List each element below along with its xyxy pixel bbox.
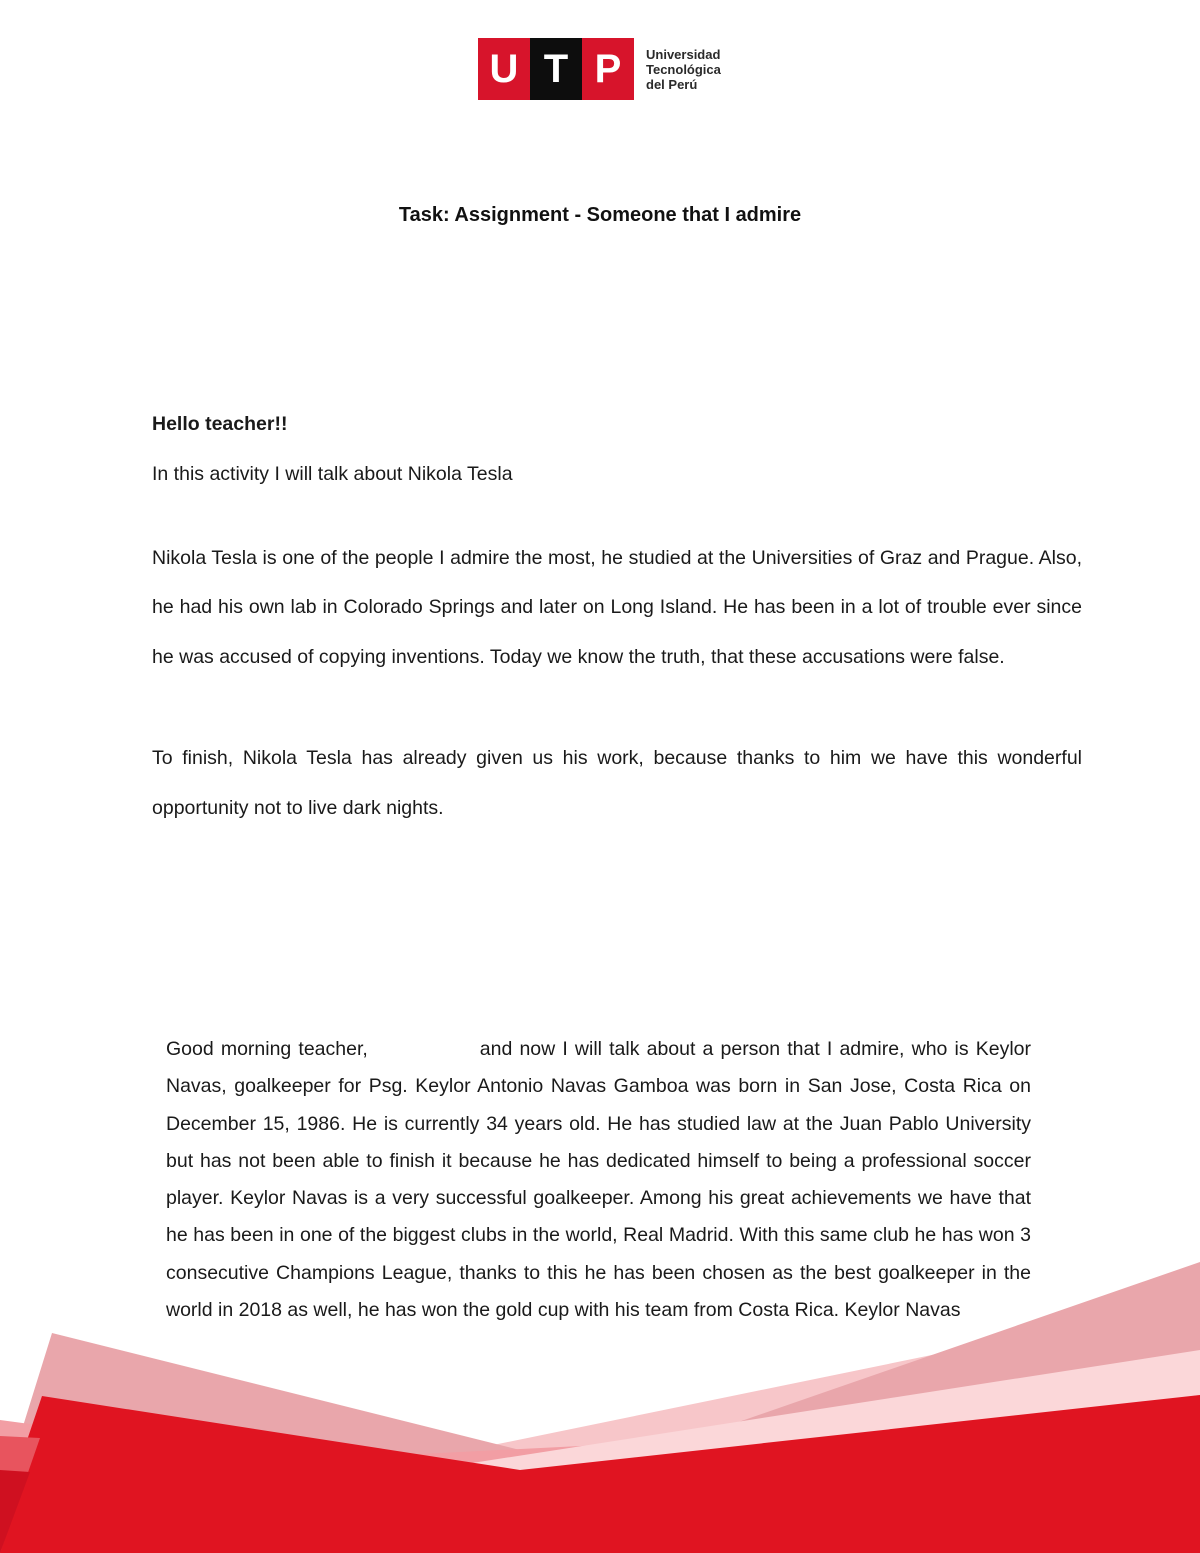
keylor-lead: Good morning teacher,	[166, 1038, 368, 1060]
greeting-heading: Hello teacher!!	[152, 413, 288, 435]
intro-line: In this activity I will talk about Nikola Tesla	[152, 463, 513, 485]
tesla-paragraph-1: Nikola Tesla is one of the people I admire the most, he studied at the Universities of Graz and Prague. Also, he had his own lab in Colorado Springs and later on Long Island. He has been in a lot of trouble ever since he was accused of copying inventions. Today we know the truth, that these accusations were false.	[152, 547, 1082, 668]
tesla-paragraph-2: To finish, Nikola Tesla has already given us his work, because thanks to him we have this wonderful opportunity not to live dark nights.	[152, 747, 1082, 819]
logo-letter-t: T	[530, 38, 582, 100]
logo-letter-u: U	[478, 38, 530, 100]
logo-letter-p: P	[582, 38, 634, 100]
logo-name-line3: del Perú	[646, 76, 698, 92]
keylor-navas-section	[166, 1031, 1031, 1329]
wave-layer-red	[0, 1395, 1200, 1553]
logo-name-line2: Tecnológica	[646, 61, 721, 77]
document-title: Task: Assignment - Someone that I admire	[398, 204, 802, 226]
keylor-navas-paragraph	[166, 1031, 1031, 1329]
logo-name-line1: Universidad	[646, 46, 721, 62]
keylor-body: and now I will talk about a person that I admire, who is Keylor Navas, goalkeeper for Psg. Keylor Antonio Navas Gamboa was born in San Jose, Costa Rica on December 15, 1986. He is currently 34 years old. He has studied law at the Juan Pablo University but has not been able to finish it because he has dedicated himself to being a professional soccer player. Keylor Navas is a very successful goalkeeper. Among his great achievements we have that he has been in one of the biggest clubs in the world, Real Madrid. With this same club he has won 3 consecutive Champions League, thanks to this he has been chosen as the best goalkeeper in the world in 2018 as well, he has won the gold cup with his team from Costa Rica. Keylor Navas	[166, 1038, 1031, 1322]
